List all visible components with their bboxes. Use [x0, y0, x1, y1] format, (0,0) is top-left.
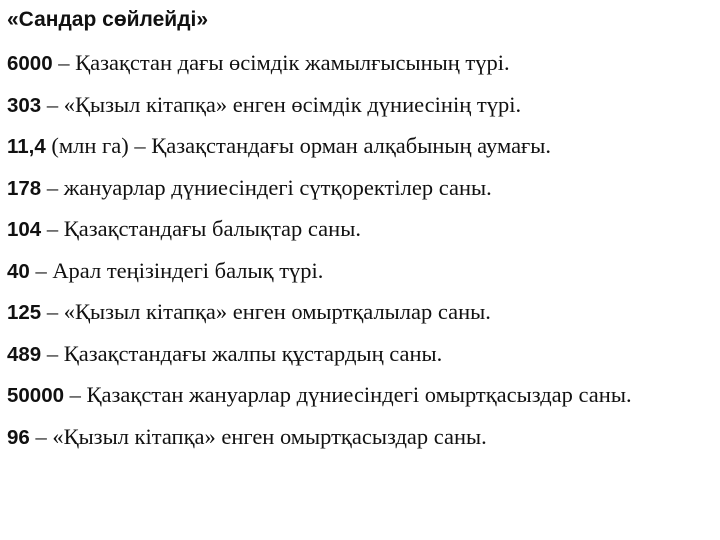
- fact-item: [7, 48, 713, 79]
- fact-number: 50000: [7, 384, 65, 407]
- fact-item: [7, 214, 713, 245]
- fact-text: – «Қызыл кітапқа» енген өсімдік дүниесінің түрі.: [41, 91, 522, 117]
- fact-number: 178: [7, 176, 42, 200]
- fact-item: [7, 173, 713, 204]
- document-body: [7, 6, 713, 463]
- fact-item: [7, 422, 713, 453]
- fact-item: [7, 90, 713, 121]
- fact-number: 489: [7, 342, 42, 366]
- fact-item: [7, 256, 713, 287]
- fact-number: 6000: [7, 52, 53, 75]
- fact-text: – Қазақстан жануарлар дүниесіндегі омыртқасыздар саны.: [64, 382, 632, 407]
- fact-text: – Қазақстандағы жалпы құстардың саны.: [41, 340, 443, 366]
- fact-text: – Қазақстандағы балықтар саны.: [41, 216, 361, 241]
- fact-number: 11,4: [7, 135, 46, 158]
- page-title: «Сандар сөйлейді»: [7, 8, 209, 31]
- fact-item: [7, 339, 713, 370]
- fact-item: [7, 380, 713, 411]
- fact-item: [7, 297, 713, 328]
- fact-number: 125: [7, 301, 42, 324]
- fact-number: 104: [7, 218, 42, 241]
- fact-text: (млн га) – Қазақстандағы орман алқабының аумағы.: [45, 133, 552, 158]
- fact-text: – «Қызыл кітапқа» енген омыртқалылар саны.: [41, 299, 491, 324]
- fact-text: – «Қызыл кітапқа» енген омыртқасыздар саны.: [29, 423, 487, 449]
- fact-item: [7, 131, 713, 162]
- fact-number: 96: [7, 425, 30, 449]
- fact-text: – жануарлар дүниесіндегі сүтқоректілер саны.: [41, 174, 492, 200]
- fact-number: 40: [7, 259, 30, 283]
- fact-number: 303: [7, 93, 42, 117]
- fact-text: – Қазақстан дағы өсімдік жамылғысының түрі.: [52, 50, 510, 75]
- fact-text: – Арал теңізіндегі балық түрі.: [29, 257, 324, 283]
